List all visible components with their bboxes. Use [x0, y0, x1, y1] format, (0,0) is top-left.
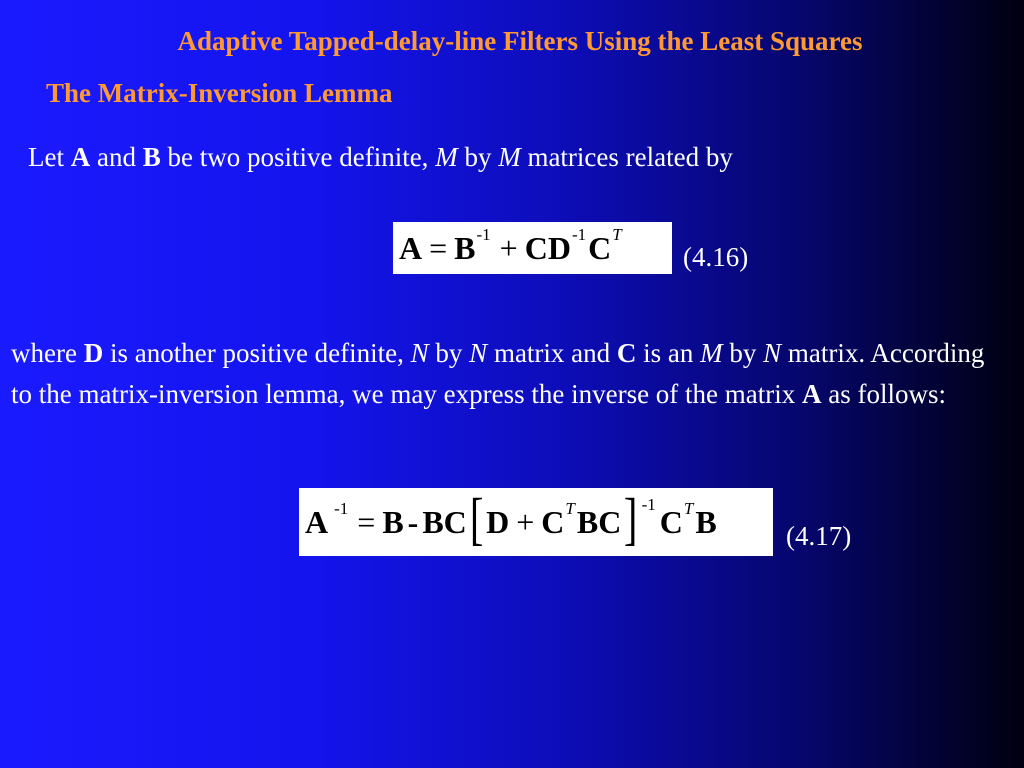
- body-paragraph: where D is another positive definite, N by N matrix and C is an M by N matrix. According to the matrix-inversion lemma, we may express the inverse of the matrix A as follows:: [11, 338, 985, 409]
- equation-4-17-label: (4.17): [786, 521, 852, 551]
- slide-subtitle: The Matrix-Inversion Lemma: [46, 78, 393, 108]
- equation-4-17: A -1 = B - BC [ D + C T BC ] -1 C T B: [299, 488, 773, 556]
- slide-title: Adaptive Tapped-delay-line Filters Using the Least Squares: [177, 26, 863, 56]
- intro-paragraph: Let A and B be two positive definite, M by M matrices related by: [28, 142, 733, 172]
- equation-4-16-label: (4.16): [683, 242, 749, 272]
- equation-4-16: A = B -1 + CD -1 C T: [393, 222, 672, 274]
